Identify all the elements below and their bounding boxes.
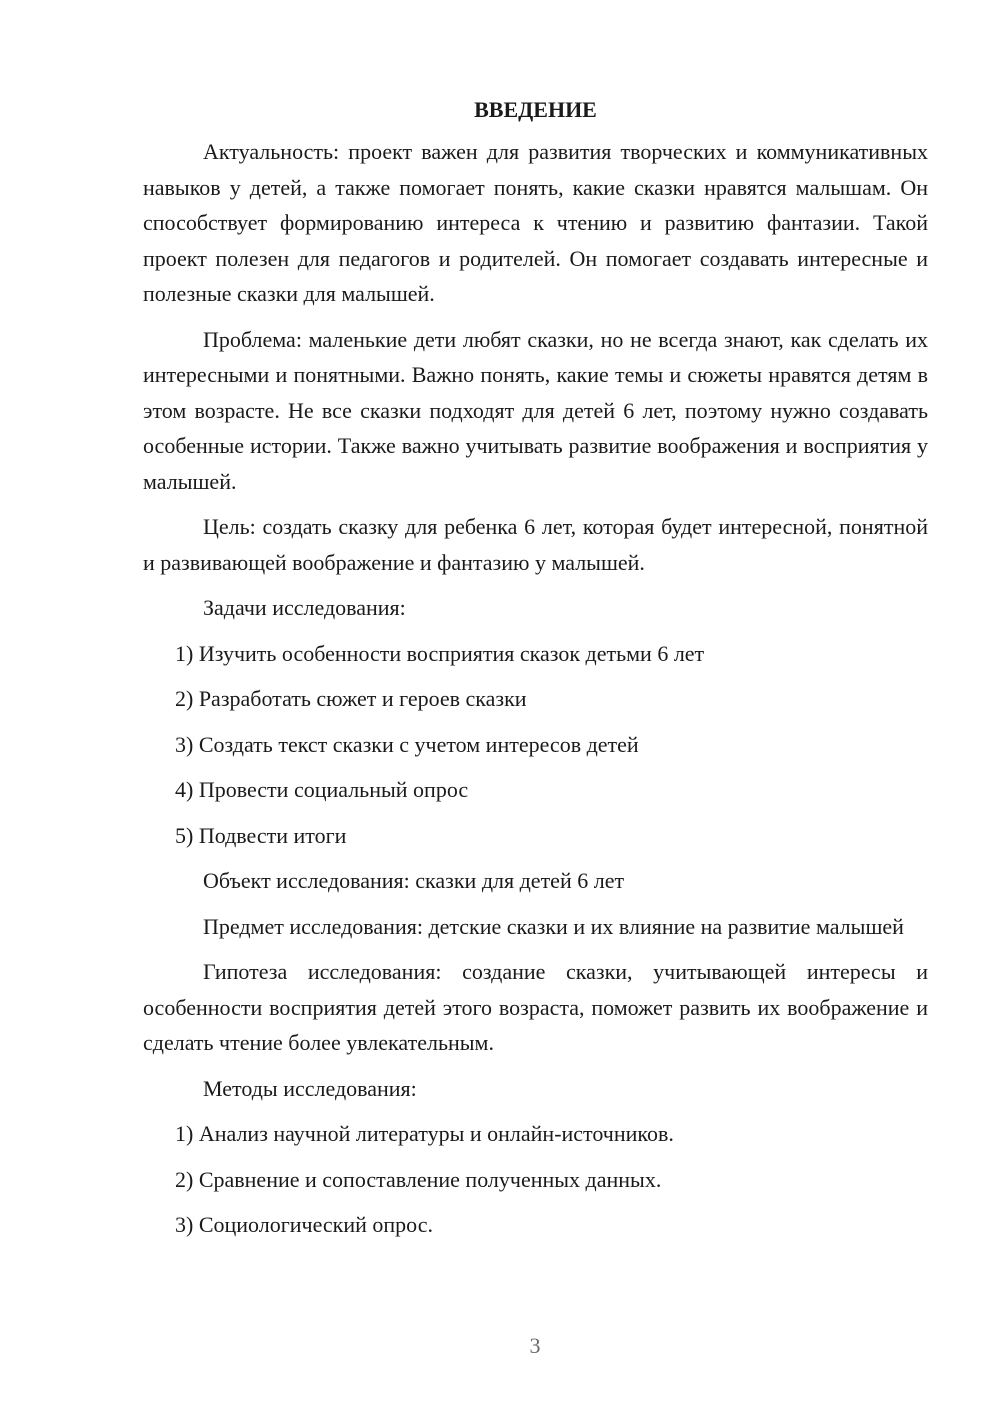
list-item: 5) Подвести итоги <box>175 822 347 848</box>
tasks-list <box>143 636 928 854</box>
problem-paragraph: Проблема: маленькие дети любят сказки, но не всегда знают, как сделать их интересными и понятными. Важно понять, какие темы и сюжеты нравятся детям в этом возрасте. Не все сказки подходят для детей 6 лет, поэтому нужно создавать особенные истории. Также важно учитывать развитие воображения и восприятия у малышей. <box>143 326 928 494</box>
list-item: 2) Разработать сюжет и героев сказки <box>175 686 527 711</box>
document-page <box>143 92 928 1253</box>
list-item: 4) Провести социальный опрос <box>175 777 469 802</box>
list-item: 1) Анализ научной литературы и онлайн-источников. <box>175 1121 674 1146</box>
methods-heading: Методы исследования: <box>203 1075 417 1101</box>
list-item: 3) Создать текст сказки с учетом интересов детей <box>175 731 639 757</box>
list-item: 2) Сравнение и сопоставление полученных данных. <box>175 1166 662 1192</box>
list-item: 3) Социологический опрос. <box>175 1212 433 1237</box>
page-number: 3 <box>529 1333 541 1358</box>
list-item: 1) Изучить особенности восприятия сказок детьми 6 лет <box>175 640 705 666</box>
subject-paragraph: Предмет исследования: детские сказки и их влияние на развитие малышей <box>203 913 904 939</box>
goal-paragraph: Цель: создать сказку для ребенка 6 лет, которая будет интересной, понятной и развивающей воображение и фантазию у малышей. <box>143 514 928 575</box>
relevance-paragraph: Актуальность: проект важен для развития творческих и коммуникативных навыков у детей, а также помогает понять, какие сказки нравятся малышам. Он способствует формированию интереса к чтению и развитию фантазии. Такой проект полезен для педагогов и родителей. Он помогает создавать интересные и полезные сказки для малышей. <box>143 139 928 306</box>
object-paragraph: Объект исследования: сказки для детей 6 лет <box>203 868 625 893</box>
hypothesis-paragraph: Гипотеза исследования: создание сказки, учитывающей интересы и особенности восприятия детей этого возраста, поможет развить их воображение и сделать чтение более увлекательным. <box>143 959 928 1055</box>
methods-list <box>143 1116 928 1243</box>
tasks-heading: Задачи исследования: <box>203 595 406 620</box>
section-title: ВВЕДЕНИЕ <box>474 97 597 122</box>
